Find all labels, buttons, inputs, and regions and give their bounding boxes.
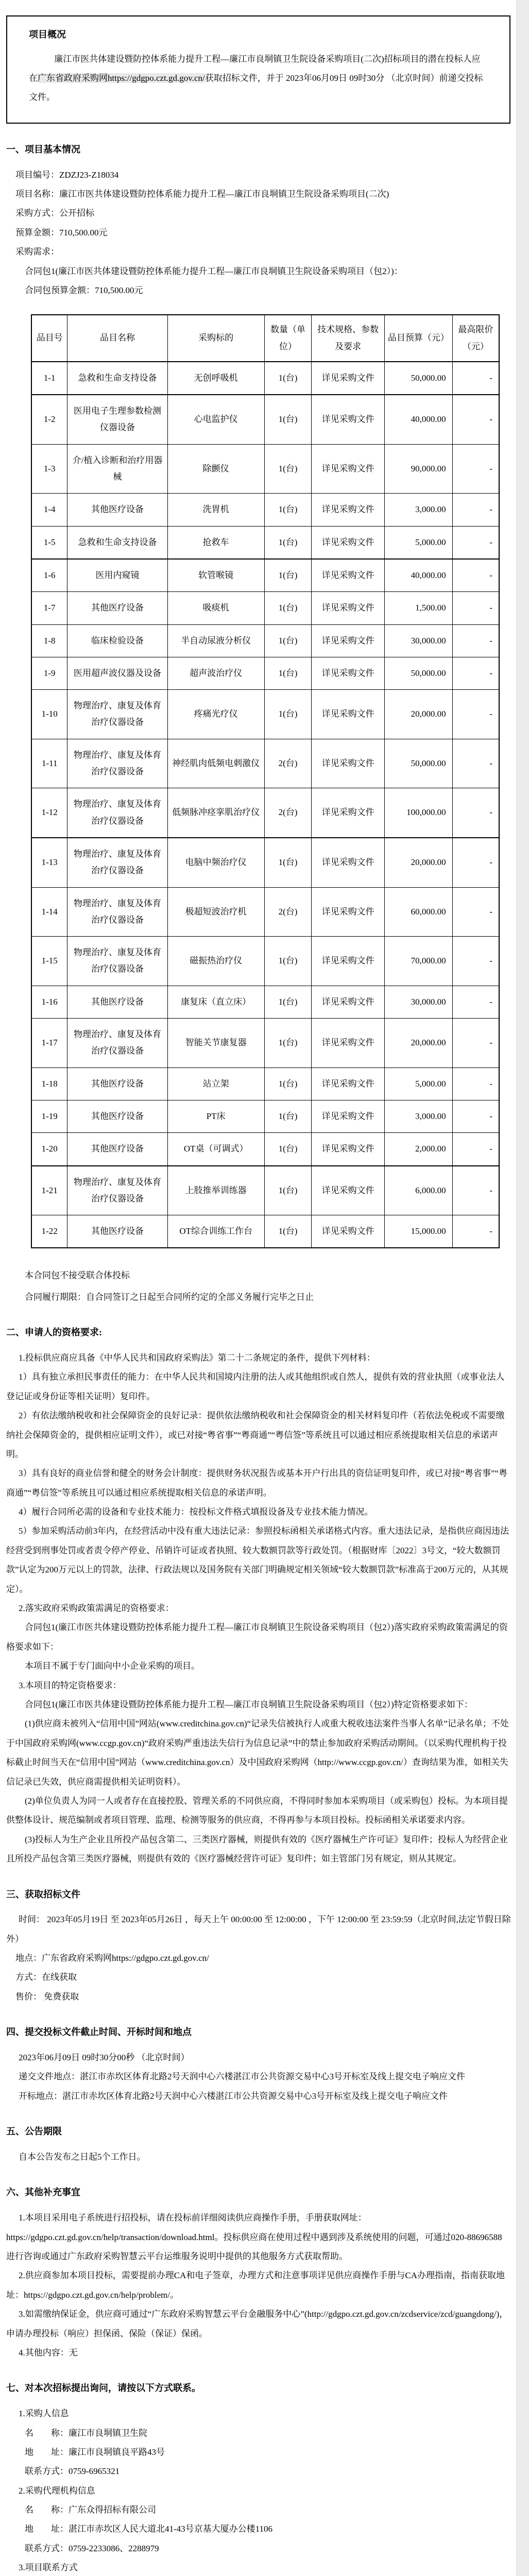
section-basic-info	[6, 142, 511, 1307]
paragraph: 项目编号：ZDZJ23-Z18034	[15, 170, 119, 180]
table-cell: 详见采购文件	[312, 739, 385, 788]
supplementary-list	[6, 2208, 511, 2362]
table-cell: 除颤仪	[167, 444, 264, 494]
table-row	[31, 624, 499, 657]
paragraph: 采购需求：	[15, 247, 59, 257]
paragraph: 2.采购代理机构信息	[19, 2485, 95, 2496]
table-cell: 智能关节康复器	[167, 1019, 264, 1068]
table-cell: 2,000.00	[385, 1133, 453, 1166]
table-cell: -	[452, 788, 499, 838]
column-header: 技术规格、参数及要求	[312, 315, 385, 362]
table-cell: 1-13	[31, 838, 67, 887]
table-cell: 磁振热治疗仪	[167, 937, 264, 986]
table-cell: 1(台)	[264, 1067, 312, 1100]
obtain-documents-list	[6, 1910, 511, 2006]
table-cell: 90,000.00	[385, 444, 453, 494]
table-cell: 1(台)	[264, 1133, 312, 1166]
table-cell: 1-21	[31, 1166, 67, 1215]
column-header: 最高限价（元）	[452, 315, 499, 362]
table-cell: 详见采购文件	[312, 624, 385, 657]
section-heading-obtain: 三、获取招标文件	[6, 1889, 80, 1900]
paragraph: 联系方式：0759-2233086、2288979	[25, 2543, 159, 2553]
table-cell: 详见采购文件	[312, 1133, 385, 1166]
table-cell: 超声波治疗仪	[167, 657, 264, 689]
table-cell: 详见采购文件	[312, 690, 385, 739]
table-cell: 1(台)	[264, 444, 312, 494]
paragraph: 递交文件地点：湛江市赤坎区体育北路2号天润中心六楼湛江市公共资源交易中心3号开标室及线上提交电子响应文件	[19, 2072, 465, 2082]
table-cell: -	[452, 887, 499, 937]
table-cell: 1(台)	[264, 937, 312, 986]
table-cell: PT床	[167, 1100, 264, 1132]
table-cell: 详见采购文件	[312, 1019, 385, 1068]
table-row	[31, 739, 499, 788]
table-cell: 临床检验设备	[67, 624, 167, 657]
table-cell: 上肢推举训练器	[167, 1166, 264, 1215]
project-overview-box	[6, 15, 510, 124]
paragraph: 合同包1(廉江市医共体建设暨防控体系能力提升工程—廉江市良垌镇卫生院设备采购项目（包2）)：	[25, 266, 403, 276]
table-cell: 软管喉镜	[167, 559, 264, 592]
paragraph: 合同包1(廉江市医共体建设暨防控体系能力提升工程—廉江市良垌镇卫生院设备采购项目（包2）)落实政府采购政策需满足的资格要求如下：	[6, 1622, 508, 1652]
table-cell: 物理治疗、康复及体育治疗仪器设备	[67, 690, 167, 739]
paragraph: 地点：广东省政府采购网https://gdgpo.czt.gd.gov.cn/	[15, 1953, 209, 1963]
table-cell: -	[452, 395, 499, 444]
paragraph: 4.其他内容：无	[19, 2347, 78, 2358]
items-table-body	[31, 362, 499, 1248]
table-cell: -	[452, 444, 499, 494]
paragraph: 联系方式：0759-6965321	[25, 2466, 120, 2477]
table-row	[31, 838, 499, 887]
table-cell: 1-11	[31, 739, 67, 788]
table-cell: 站立架	[167, 1067, 264, 1100]
paragraph: (3)投标人为生产企业且所投产品包含第二、三类医疗器械，则提供有效的《医疗器械生产许可证》复印件；投标人为经营企业且所投产品包含第三类医疗器械，则提供有效的《医疗器械经营许可证》复印件；如主管部门另有规定，则从其规定。	[6, 1834, 508, 1864]
table-cell: 物理治疗、康复及体育治疗仪器设备	[67, 1166, 167, 1215]
table-cell: OT桌（可调式）	[167, 1133, 264, 1166]
table-cell: 1-6	[31, 559, 67, 592]
table-cell: 1-7	[31, 592, 67, 624]
table-cell: 详见采购文件	[312, 788, 385, 838]
table-cell: 详见采购文件	[312, 838, 385, 887]
table-cell: 物理治疗、康复及体育治疗仪器设备	[67, 937, 167, 986]
table-cell: -	[452, 690, 499, 739]
table-row	[31, 986, 499, 1018]
table-cell: 其他医疗设备	[67, 592, 167, 624]
paragraph: 1）具有独立承担民事责任的能力：在中华人民共和国境内注册的法人或其他组织或自然人，提供有效的营业执照（或事业法人登记证或身份证等相关证明）复印件。	[6, 1372, 505, 1401]
table-row	[31, 1215, 499, 1248]
table-cell: 物理治疗、康复及体育治疗仪器设备	[67, 838, 167, 887]
table-cell: 1(台)	[264, 526, 312, 559]
table-cell: 详见采购文件	[312, 444, 385, 494]
paragraph: 3.项目联系方式	[19, 2563, 78, 2573]
table-cell: 1(台)	[264, 494, 312, 526]
table-cell: 无创呼吸机	[167, 362, 264, 395]
table-cell: 40,000.00	[385, 559, 453, 592]
section-contacts	[6, 2381, 511, 2576]
table-cell: 1(台)	[264, 1166, 312, 1215]
table-row	[31, 494, 499, 526]
section-heading-supplementary: 六、其他补充事宜	[6, 2187, 80, 2198]
paragraph: 名 称：广东众得招标有限公司	[25, 2505, 156, 2515]
table-cell: 详见采购文件	[312, 657, 385, 689]
table-cell: 疼痛光疗仪	[167, 690, 264, 739]
paragraph: 3）具有良好的商业信誉和健全的财务会计制度：提供财务状况报告或基本开户行出具的资信证明复印件，或已对接“粤省事”“粤商通”“粤信签”等系统且可以通过相应系统提取相关信息的承诺声明。	[6, 1468, 508, 1498]
table-cell: 医用内窥镜	[67, 559, 167, 592]
paragraph: 项目名称：廉江市医共体建设暨防控体系能力提升工程—廉江市良垌镇卫生院设备采购项目(二次)	[15, 189, 389, 199]
table-cell: 1-20	[31, 1133, 67, 1166]
table-cell: 详见采购文件	[312, 395, 385, 444]
paragraph: 1.本项目采用电子系统进行招投标，请在投标前详细阅读供应商操作手册，手册获取网址：https://gdgpo.czt.gd.gov.cn/help/transaction/download.html。投标供应商在使用过程中遇到涉及系统使用的问题，可通过020-88696588 进行咨询或通过广东政府采购智慧云平台运维服务说明中提供的其他服务方式获取帮助。	[6, 2213, 502, 2261]
table-cell: 物理治疗、康复及体育治疗仪器设备	[67, 788, 167, 838]
paragraph: 5）参加采购活动前3年内，在经营活动中没有重大违法记录：参照投标函相关承诺格式内容。重大违法记录，是指供应商因违法经营受到刑事处罚或者责令停产停业、吊销许可证或者执照、较大数额罚款等行政处罚。（根据财库〔2022〕3号文，“较大数额罚款”认定为200万元以上的罚款，法律、行政法规以及国务院有关部门明确规定相关领域“较大数额罚款”标准高于200万元的，从其规定）。	[6, 1526, 509, 1594]
table-cell: -	[452, 526, 499, 559]
basic-info-list	[6, 165, 511, 300]
table-cell: 1(台)	[264, 1019, 312, 1068]
paragraph: 2.落实政府采购政策需满足的资格要求：	[19, 1603, 174, 1614]
table-cell: 5,000.00	[385, 1067, 453, 1100]
table-cell: 其他医疗设备	[67, 1215, 167, 1248]
table-cell: 其他医疗设备	[67, 494, 167, 526]
table-cell: 半自动尿液分析仪	[167, 624, 264, 657]
table-cell: 急救和生命支持设备	[67, 526, 167, 559]
table-cell: 1(台)	[264, 592, 312, 624]
contract-notes	[6, 1266, 511, 1307]
table-cell: -	[452, 1166, 499, 1215]
table-row	[31, 395, 499, 444]
table-cell: 20,000.00	[385, 690, 453, 739]
paragraph: 自本公告发布之日起5个工作日。	[19, 2152, 146, 2162]
table-cell: 1(台)	[264, 362, 312, 395]
section-qualification	[6, 1325, 511, 1868]
table-cell: 2(台)	[264, 887, 312, 937]
paragraph: 本项目不属于专门面向中小企业采购的项目。	[25, 1661, 200, 1671]
table-cell: 30,000.00	[385, 986, 453, 1018]
table-cell: 吸痰机	[167, 592, 264, 624]
paragraph: 3.本项目的特定资格要求：	[19, 1680, 122, 1690]
paragraph: 合同包预算金额：710,500.00元	[25, 285, 143, 295]
table-row	[31, 1067, 499, 1100]
table-cell: 1-9	[31, 657, 67, 689]
table-cell: 物理治疗、康复及体育治疗仪器设备	[67, 887, 167, 937]
procurement-site-link[interactable]: 广东省政府采购网https://gdgpo.czt.gd.gov.cn/	[38, 73, 205, 83]
table-cell: 1(台)	[264, 986, 312, 1018]
table-cell: -	[452, 1215, 499, 1248]
table-row	[31, 526, 499, 559]
table-row	[31, 887, 499, 937]
table-cell: 1-19	[31, 1100, 67, 1132]
table-cell: 1-17	[31, 1019, 67, 1068]
paragraph: 时间： 2023年05月19日 至 2023年05月26日 ，每天上午 00:00:00 至 12:00:00 ，下午 12:00:00 至 23:59:59（北京时间,法定节假日除外）	[6, 1914, 511, 1944]
table-cell: 5,000.00	[385, 526, 453, 559]
table-cell: 医用超声波仪器及设备	[67, 657, 167, 689]
table-cell: 详见采购文件	[312, 887, 385, 937]
table-row	[31, 444, 499, 494]
section-heading-deadline: 四、提交投标文件截止时间、开标时间和地点	[6, 2027, 192, 2038]
table-cell: 70,000.00	[385, 937, 453, 986]
table-cell: 1-5	[31, 526, 67, 559]
table-cell: 详见采购文件	[312, 592, 385, 624]
paragraph: 方式：在线获取	[15, 1972, 77, 1982]
table-cell: 50,000.00	[385, 739, 453, 788]
table-cell: 1-3	[31, 444, 67, 494]
table-cell: 2(台)	[264, 788, 312, 838]
table-cell: 其他医疗设备	[67, 1133, 167, 1166]
table-cell: 1(台)	[264, 559, 312, 592]
table-cell: -	[452, 1133, 499, 1166]
table-cell: 50,000.00	[385, 657, 453, 689]
table-cell: 50,000.00	[385, 362, 453, 395]
table-cell: -	[452, 657, 499, 689]
period-list	[6, 2147, 511, 2166]
table-cell: 详见采购文件	[312, 1100, 385, 1132]
table-cell: 抢救车	[167, 526, 264, 559]
table-cell: 1(台)	[264, 690, 312, 739]
items-table-header-row	[31, 315, 499, 362]
column-header: 数量（单位）	[264, 315, 312, 362]
table-cell: 医用电子生理参数检测仪器设备	[67, 395, 167, 444]
section-supplementary	[6, 2185, 511, 2362]
table-row	[31, 1019, 499, 1068]
table-cell: 物理治疗、康复及体育治疗仪器设备	[67, 739, 167, 788]
qualification-list	[6, 1348, 511, 1869]
table-cell: -	[452, 1019, 499, 1068]
table-cell: -	[452, 494, 499, 526]
table-cell: 其他医疗设备	[67, 986, 167, 1018]
table-cell: 详见采购文件	[312, 1166, 385, 1215]
table-cell: -	[452, 739, 499, 788]
paragraph: 开标地点：湛江市赤坎区体育北路2号天润中心六楼湛江市公共资源交易中心3号开标室及线上提交电子响应文件	[19, 2091, 448, 2101]
table-cell: 心电监护仪	[167, 395, 264, 444]
table-cell: 康复床（直立床）	[167, 986, 264, 1018]
table-row	[31, 657, 499, 689]
table-cell: 100,000.00	[385, 788, 453, 838]
table-cell: 1-8	[31, 624, 67, 657]
section-heading-basic: 一、项目基本情况	[6, 144, 80, 155]
table-cell: 3,000.00	[385, 1100, 453, 1132]
paragraph: 2023年06月09日 09时30分00秒 （北京时间）	[19, 2053, 190, 2063]
table-row	[31, 559, 499, 592]
section-obtain-documents	[6, 1887, 511, 2007]
table-cell: 低频脉冲痉挛肌治疗仪	[167, 788, 264, 838]
table-row	[31, 1166, 499, 1215]
paragraph: 合同履行期限：自合同签订之日起至合同所约定的全部义务履行完毕之日止	[25, 1292, 314, 1302]
table-row	[31, 1133, 499, 1166]
paragraph: 2.供应商参加本项目投标，需要提前办理CA和电子签章，办理方式和注意事项详见供应商操作手册与CA办理指南，指南获取地址：https://gdgpo.czt.gd.gov.cn/help/problem/。	[6, 2270, 505, 2300]
table-cell: 1(台)	[264, 1215, 312, 1248]
table-cell: 详见采购文件	[312, 362, 385, 395]
table-cell: 其他医疗设备	[67, 1067, 167, 1100]
paragraph: 预算金额：710,500.00元	[15, 227, 108, 238]
table-cell: 详见采购文件	[312, 937, 385, 986]
table-cell: 1-15	[31, 937, 67, 986]
table-cell: 电脑中频治疗仪	[167, 838, 264, 887]
table-row	[31, 1100, 499, 1132]
paragraph: 1.投标供应商应具备《中华人民共和国政府采购法》第二十二条规定的条件，提供下列材料：	[19, 1352, 376, 1363]
table-cell: 1,500.00	[385, 592, 453, 624]
table-cell: 1-16	[31, 986, 67, 1018]
table-cell: 1-14	[31, 887, 67, 937]
section-announcement-period	[6, 2124, 511, 2166]
section-deadline-opening	[6, 2025, 511, 2106]
table-cell: 1(台)	[264, 657, 312, 689]
paragraph: 本合同包不接受联合体投标	[25, 1270, 130, 1281]
table-cell: 物理治疗、康复及体育治疗仪器设备	[67, 1019, 167, 1068]
table-cell: -	[452, 1100, 499, 1132]
section-heading-period: 五、公告期限	[6, 2126, 62, 2137]
table-cell: 60,000.00	[385, 887, 453, 937]
table-cell: 20,000.00	[385, 838, 453, 887]
table-row	[31, 362, 499, 395]
table-cell: 6,000.00	[385, 1166, 453, 1215]
table-cell: 详见采购文件	[312, 559, 385, 592]
table-cell: 1-4	[31, 494, 67, 526]
table-row	[31, 592, 499, 624]
table-cell: 40,000.00	[385, 395, 453, 444]
overview-lead: 廉江市医共体建设暨防控体系能力提升工程—廉江市良垌镇卫生院设备采购项目(二次)招标项目的潜在投标人应在	[29, 54, 481, 83]
paragraph: 地 址：廉江市良垌镇良平路43号	[25, 2447, 165, 2457]
table-cell: 详见采购文件	[312, 1067, 385, 1100]
section-heading-contacts: 七、对本次招标提出询问，请按以下方式联系。	[6, 2383, 201, 2394]
table-cell: 介/植入诊断和治疗用器械	[67, 444, 167, 494]
paragraph: 2）有依法缴纳税收和社会保障资金的良好记录：提供依法缴纳税收和社会保障资金的相关材料复印件（若依法免税或不需要缴纳社会保障资金的，提供相应证明文件），或已对接“粤省事”“粤商通”“粤信签”等系统且可以通过相应系统提取相关信息的承诺声明。	[6, 1411, 505, 1459]
table-row	[31, 937, 499, 986]
table-cell: 详见采购文件	[312, 986, 385, 1018]
table-cell: 1-2	[31, 395, 67, 444]
table-cell: 1-1	[31, 362, 67, 395]
contacts-list	[6, 2404, 511, 2576]
table-cell: -	[452, 986, 499, 1018]
procurement-items-table	[31, 314, 500, 1248]
paragraph: 3.如需缴纳保证金，供应商可通过“广东政府采购智慧云平台金融服务中心”(http://gdgpo.czt.gd.gov.cn/zcdservice/zcd/guangdong/)，申请办理投标（响应）担保函、保险（保证）保函。	[6, 2309, 508, 2338]
paragraph: 4）履行合同所必需的设备和专业技术能力：按投标文件格式填报设备及专业技术能力情况。	[19, 1507, 373, 1517]
table-cell: 急救和生命支持设备	[67, 362, 167, 395]
section-heading-qualification: 二、申请人的资格要求:	[6, 1327, 102, 1338]
table-cell: 其他医疗设备	[67, 1100, 167, 1132]
table-cell: 20,000.00	[385, 1019, 453, 1068]
table-row	[31, 690, 499, 739]
overview-title: 项目概况	[29, 29, 66, 40]
table-cell: 详见采购文件	[312, 526, 385, 559]
table-cell: OT综合训练工作台	[167, 1215, 264, 1248]
table-cell: -	[452, 592, 499, 624]
table-cell: 神经肌肉低频电刺激仪	[167, 739, 264, 788]
paragraph: 名 称：廉江市良垌镇卫生院	[25, 2428, 147, 2438]
column-header: 品目名称	[67, 315, 167, 362]
table-cell: 1-18	[31, 1067, 67, 1100]
paragraph: (2)单位负责人为同一人或者存在直接控股、管理关系的不同供应商，不得同时参加本采购项目（或采购包）投标。为本项目提供整体设计、规范编制或者项目管理、监理、检测等服务的供应商，不得再参与本项目投标。投标函相关承诺要求内容。	[6, 1795, 508, 1825]
table-cell: -	[452, 1067, 499, 1100]
paragraph: 1.采购人信息	[19, 2409, 69, 2419]
column-header: 品目预算（元）	[385, 315, 453, 362]
table-cell: 15,000.00	[385, 1215, 453, 1248]
scrollbar-track[interactable]	[516, 0, 529, 2576]
table-cell: 1-10	[31, 690, 67, 739]
table-cell: 1(台)	[264, 1100, 312, 1132]
table-cell: 详见采购文件	[312, 1215, 385, 1248]
table-cell: -	[452, 362, 499, 395]
table-cell: -	[452, 624, 499, 657]
paragraph: 地 址：湛江市赤坎区人民大道北41-43号京基大厦办公楼1106	[25, 2524, 273, 2534]
table-cell: 洗胃机	[167, 494, 264, 526]
table-cell: 1(台)	[264, 624, 312, 657]
paragraph: 售价： 免费获取	[15, 1991, 79, 2002]
table-cell: 1-22	[31, 1215, 67, 1248]
table-cell: 1(台)	[264, 838, 312, 887]
table-cell: 1(台)	[264, 395, 312, 444]
deadline-list	[6, 2048, 511, 2106]
column-header: 品目号	[31, 315, 67, 362]
table-cell: 3,000.00	[385, 494, 453, 526]
column-header: 采购标的	[167, 315, 264, 362]
table-cell: 30,000.00	[385, 624, 453, 657]
table-cell: -	[452, 937, 499, 986]
table-cell: 详见采购文件	[312, 494, 385, 526]
paragraph: 采购方式：公开招标	[15, 208, 94, 218]
table-cell: -	[452, 838, 499, 887]
overview-tail: 获取招标文件，并于 2023年06月09日 09时30分 （北京时间）前递交投标文件。	[29, 73, 483, 103]
table-cell: -	[452, 559, 499, 592]
table-row	[31, 788, 499, 838]
table-cell: 极超短波治疗机	[167, 887, 264, 937]
overview-paragraph	[29, 49, 489, 107]
paragraph: 合同包1(廉江市医共体建设暨防控体系能力提升工程—廉江市良垌镇卫生院设备采购项目（包2）)特定资格要求如下：	[25, 1700, 473, 1709]
table-cell: 1-12	[31, 788, 67, 838]
table-cell: 2(台)	[264, 739, 312, 788]
paragraph: (1)供应商未被列入“信用中国”网站(www.creditchina.gov.cn)“记录失信被执行人或重大税收违法案件当事人名单”记录名单；不处于中国政府采购网(www.ccgp.gov.cn)“政府采购严重违法失信行为信息记录”中的禁止参加政府采购活动期间。（以采购代理机构于投标截止时间当天在“信用中国”网站（www.creditchina.gov.cn）及中国政府采购网（http://www.ccgp.gov.cn/）查询结果为准，如相关失信记录已失效，供应商需提供相关证明资料）。	[6, 1719, 509, 1787]
